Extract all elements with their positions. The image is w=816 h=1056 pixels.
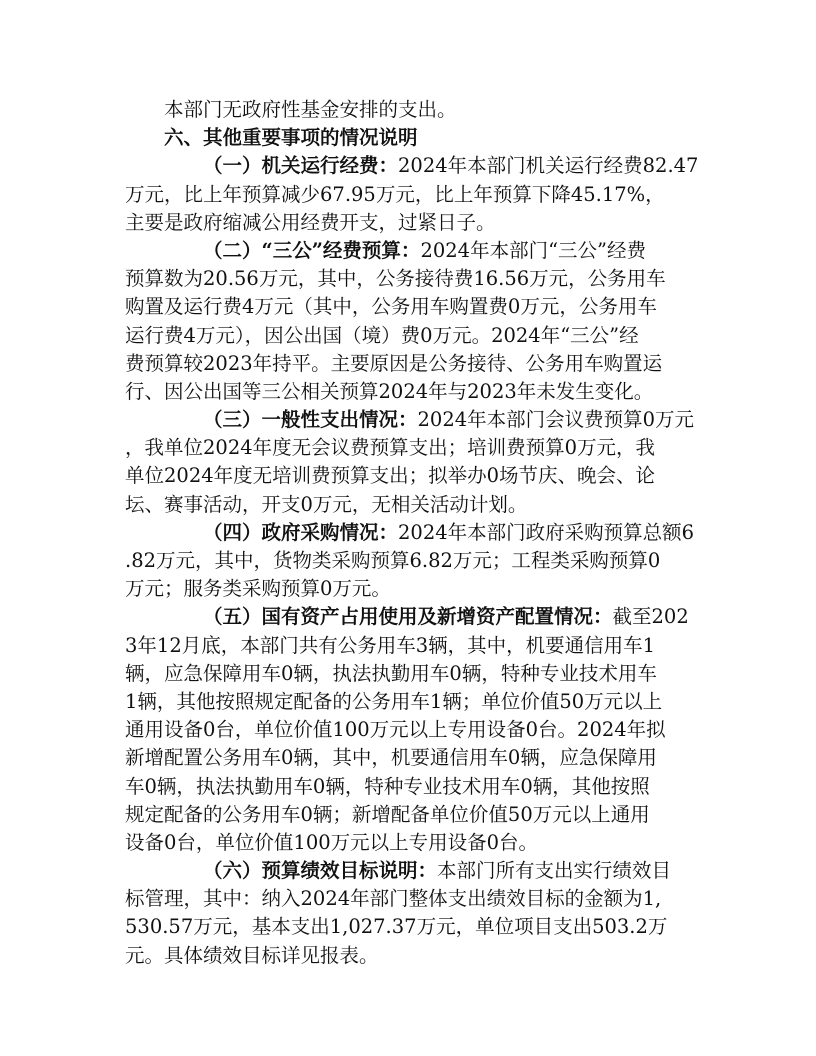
section-heading: （五）国有资产占用使用及新增资产配置情况： (203, 605, 613, 629)
body-text: 本部门无政府性基金安排的支出。 (164, 98, 457, 121)
text-line (125, 547, 700, 575)
text-line (125, 265, 700, 293)
body-text: 辆，应急保障用车0辆，执法执勤用车0辆，特种专业技术用车 (125, 661, 657, 685)
text-line (164, 237, 700, 265)
body-text: 2024年本部门会议费预算0万元 (417, 408, 695, 432)
text-line (125, 491, 700, 519)
section-heading: （一）机关运行经费： (203, 154, 399, 178)
body-text: 行、因公出国等三公相关预算2024年与2023年未发生变化。 (125, 379, 654, 403)
text-line (125, 801, 700, 829)
text-line (164, 603, 700, 631)
text-line (125, 744, 700, 772)
body-text: 单位2024年度无培训费预算支出；拟举办0场节庆、晚会、论 (125, 464, 656, 488)
text-line (164, 857, 700, 885)
section-heading: （三）一般性支出情况： (203, 408, 418, 432)
text-line (125, 434, 700, 462)
text-line (164, 96, 700, 124)
text-line (164, 152, 700, 180)
body-text: 新增配置公务用车0辆，其中，机要通信用车0辆，应急保障用 (125, 746, 657, 770)
body-text: 2024年本部门政府采购预算总额6 (398, 520, 695, 544)
body-text: 本部门所有支出实行绩效目 (437, 859, 672, 883)
body-text: 购置及运行费4万元（其中，公务用车购置费0万元，公务用车 (125, 295, 657, 319)
body-text: 费预算较2023年持平。主要原因是公务接待、公务用车购置运 (125, 351, 663, 375)
body-text: 规定配备的公务用车0辆；新增配备单位价值50万元以上通用 (125, 802, 650, 826)
text-line (125, 350, 700, 378)
body-text: 530.57万元，基本支出1,027.37万元，单位项目支出503.2万 (125, 915, 668, 939)
section-heading: （四）政府采购情况： (203, 520, 399, 544)
section-heading: 六、其他重要事项的情况说明 (164, 126, 418, 150)
body-text: .82万元，其中，货物类采购预算6.82万元；工程类采购预算0 (125, 549, 661, 572)
document-body (125, 96, 700, 970)
body-text: 运行费4万元），因公出国（境）费0万元。2024年“三公”经 (125, 323, 639, 347)
text-line (125, 322, 700, 350)
body-text: 3年12月底，本部门共有公务用车3辆，其中，机要通信用车1 (125, 633, 656, 657)
body-text: ，我单位2024年度无会议费预算支出；培训费预算0万元，我 (125, 436, 656, 460)
text-line (125, 885, 700, 913)
text-line (125, 293, 700, 321)
body-text: 通用设备0台，单位价值100万元以上专用设备0台。2024年拟 (125, 718, 666, 742)
text-line (125, 181, 700, 209)
text-line (125, 716, 700, 744)
text-line (125, 209, 700, 237)
section-heading: （六）预算绩效目标说明： (203, 859, 438, 883)
text-line (125, 688, 700, 716)
body-text: 标管理，其中：纳入2024年部门整体支出绩效目标的金额为1, (125, 887, 662, 911)
text-line (125, 660, 700, 688)
text-line (125, 773, 700, 801)
text-line (164, 519, 700, 547)
body-text: 2024年本部门“三公”经费 (420, 238, 647, 262)
body-text: 2024年本部门机关运行经费82.47 (398, 154, 699, 178)
text-line (125, 378, 700, 406)
text-line (125, 632, 700, 660)
text-line (164, 124, 700, 152)
text-line (164, 406, 700, 434)
body-text: 元。具体绩效目标详见报表。 (125, 943, 379, 967)
body-text: 预算数为20.56万元，其中，公务接待费16.56万元，公务用车 (125, 267, 666, 291)
text-line (125, 829, 700, 857)
text-line (125, 462, 700, 490)
body-text: 车0辆，执法执勤用车0辆，特种专业技术用车0辆，其他按照 (125, 774, 650, 798)
body-text: 设备0台，单位价值100万元以上专用设备0台。 (125, 830, 539, 854)
section-heading: （二）“三公”经费预算： (203, 238, 421, 262)
text-line (125, 913, 700, 941)
body-text: 1辆，其他按照规定配备的公务用车1辆；单位价值50万元以上 (125, 689, 663, 713)
body-text: 截至202 (612, 605, 689, 629)
text-line (125, 942, 700, 970)
body-text: 主要是政府缩减公用经费开支，过紧日子。 (125, 210, 496, 234)
body-text: 万元，比上年预算减少67.95万元，比上年预算下降45.17%， (125, 182, 665, 206)
body-text: 坛、赛事活动，开支0万元，无相关活动计划。 (125, 492, 528, 516)
body-text: 万元；服务类采购预算0万元。 (125, 577, 391, 601)
text-line (125, 575, 700, 603)
